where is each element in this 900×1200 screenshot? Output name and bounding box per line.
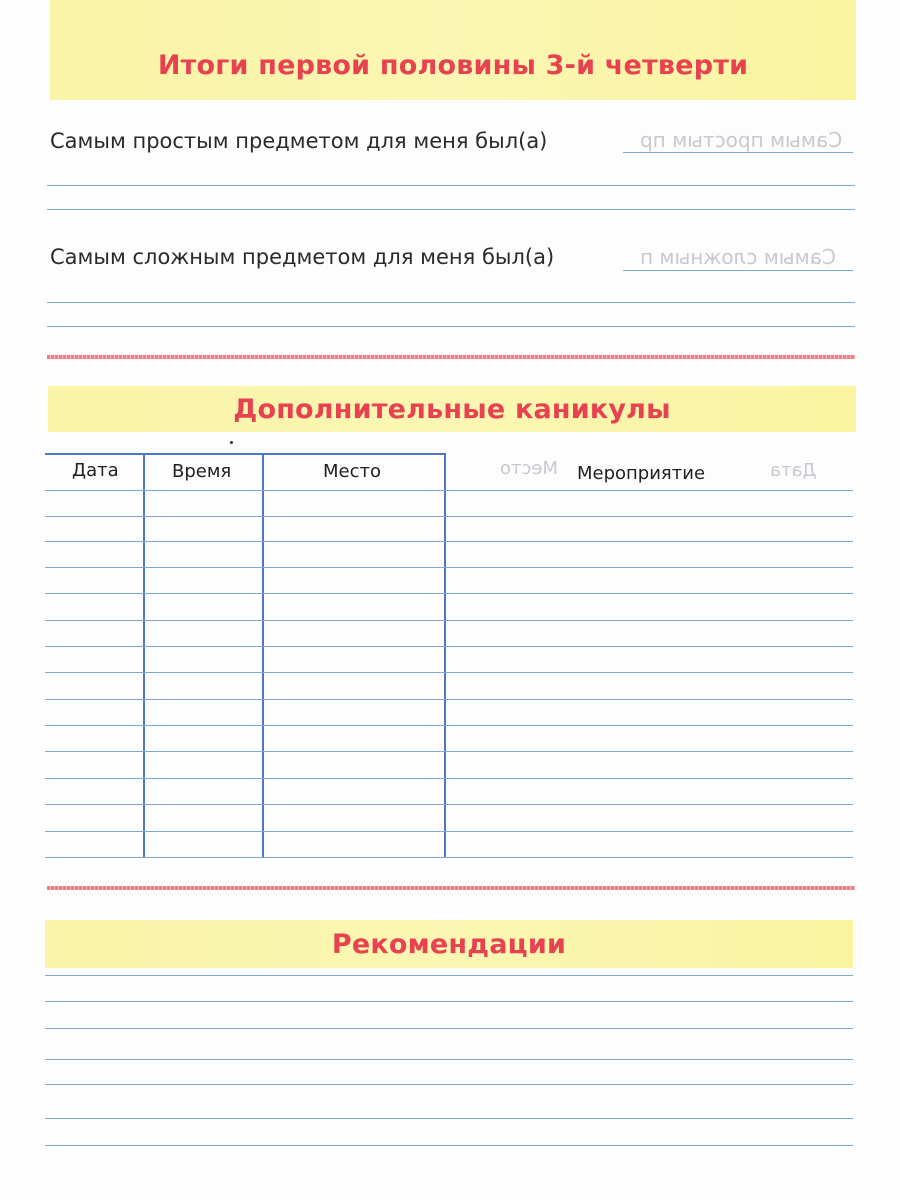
answer-line[interactable]: [47, 326, 855, 327]
table-row-line[interactable]: [45, 646, 853, 647]
table-row-line[interactable]: [45, 541, 853, 542]
section-divider: [47, 886, 855, 890]
recommendation-line[interactable]: [45, 1059, 853, 1060]
answer-line[interactable]: [47, 209, 855, 210]
hardest-subject-prompt: Самым сложным предметом для меня был(а): [50, 245, 555, 269]
column-header-date: Дата: [72, 460, 119, 481]
holidays-banner: [48, 386, 856, 432]
recommendation-line[interactable]: [45, 1084, 853, 1085]
table-row-line[interactable]: [45, 672, 853, 673]
column-header-event: Мероприятие: [577, 463, 706, 484]
table-row-line[interactable]: [45, 804, 853, 805]
easiest-answer-line[interactable]: [623, 152, 853, 153]
column-header-place: Место: [323, 461, 381, 482]
table-row-line[interactable]: [45, 751, 853, 752]
recommendation-line[interactable]: [45, 1001, 853, 1002]
column-header-time: Время: [172, 461, 232, 482]
table-row-line[interactable]: [45, 516, 853, 517]
table-row-line[interactable]: [45, 567, 853, 568]
recommendation-line[interactable]: [45, 1145, 853, 1146]
summary-title: Итоги первой половины 3-й четверти: [157, 49, 749, 81]
table-row-line[interactable]: [45, 699, 853, 700]
answer-line[interactable]: [47, 185, 855, 186]
table-row-line[interactable]: [45, 831, 853, 832]
answer-line[interactable]: [47, 302, 855, 303]
summary-banner: [50, 0, 856, 100]
recommendations-banner: [45, 920, 853, 968]
table-row-line[interactable]: [45, 593, 853, 594]
table-row-line[interactable]: [45, 857, 853, 858]
table-column-border: [143, 453, 145, 858]
show-through-text: Самым простым пр: [640, 128, 843, 152]
hardest-answer-line[interactable]: [623, 270, 853, 271]
show-through-text: Самым сложным п: [640, 245, 836, 269]
recommendation-line[interactable]: [45, 1118, 853, 1119]
section-divider: [47, 355, 855, 359]
table-row-line[interactable]: [45, 490, 853, 491]
recommendation-line[interactable]: [45, 975, 853, 976]
show-through-text: Место: [500, 458, 558, 479]
table-row-line[interactable]: [45, 620, 853, 621]
holidays-title: Дополнительные каникулы: [233, 393, 671, 425]
table-row-line[interactable]: [45, 725, 853, 726]
table-row-line[interactable]: [45, 778, 853, 779]
table-column-border: [262, 453, 264, 858]
table-column-border: [444, 453, 446, 858]
recommendations-title: Рекомендации: [331, 928, 567, 960]
ink-speck: [230, 441, 233, 444]
recommendation-line[interactable]: [45, 1028, 853, 1029]
easiest-subject-prompt: Самым простым предметом для меня был(а): [50, 129, 548, 153]
table-top-border: [45, 453, 445, 455]
show-through-text: Дата: [770, 460, 817, 481]
